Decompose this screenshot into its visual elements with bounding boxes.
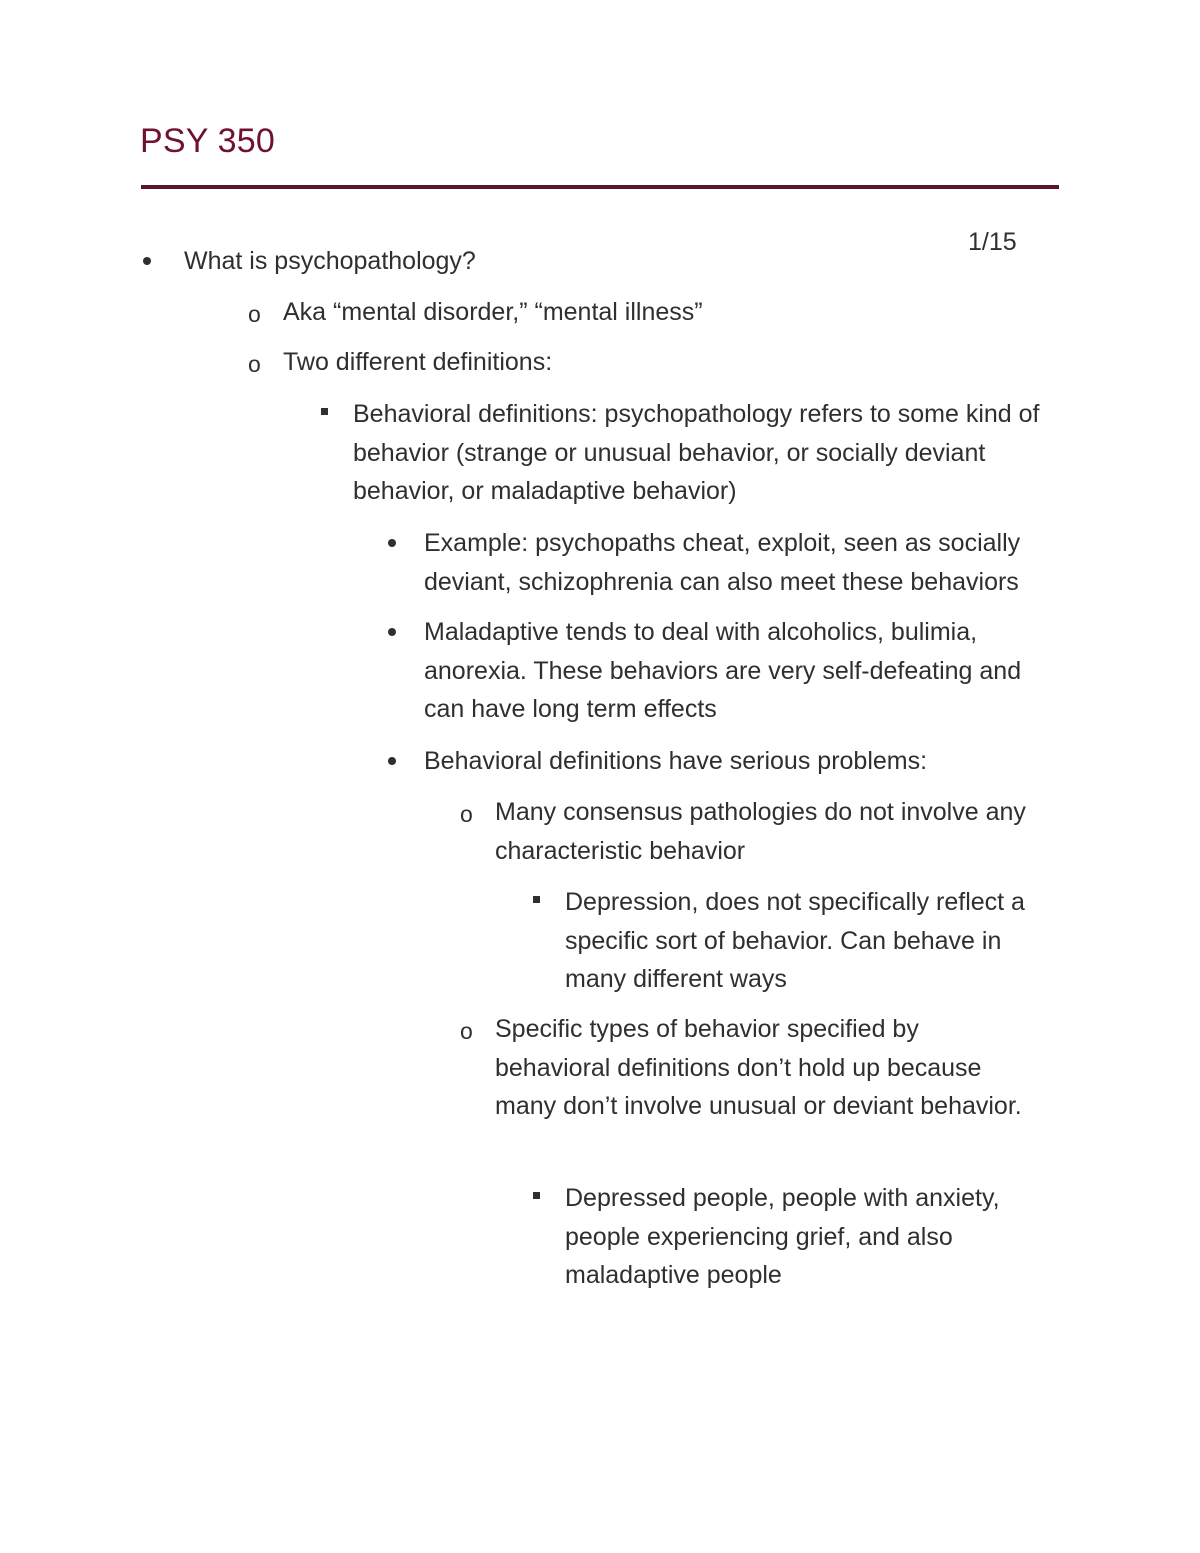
list-item bbox=[184, 242, 944, 281]
bullet-dot-icon bbox=[388, 539, 396, 547]
bullet-dot-icon bbox=[388, 757, 396, 765]
list-item-text: Maladaptive tends to deal with alcoholics, bulimia, anorexia. These behaviors are very self-defeating and can have long term effects bbox=[424, 618, 1022, 723]
list-item bbox=[495, 1010, 1035, 1126]
list-item-text: Depression, does not specifically reflect a specific sort of behavior. Can behave in many different ways bbox=[565, 888, 1025, 993]
list-item bbox=[424, 613, 1064, 729]
bullet-dot-icon bbox=[143, 257, 151, 265]
list-item bbox=[424, 742, 1064, 781]
list-item bbox=[424, 524, 1064, 601]
list-item bbox=[565, 1179, 1045, 1295]
list-item bbox=[283, 293, 1043, 332]
list-item bbox=[565, 883, 1065, 999]
bullet-square-icon bbox=[533, 1192, 540, 1199]
bullet-square-icon bbox=[321, 408, 328, 415]
list-item-text: Specific types of behavior specified by behavioral definitions don’t hold up because many don’t involve unusual or deviant behavior. bbox=[495, 1015, 1022, 1120]
list-item-text: Aka “mental disorder,” “mental illness” bbox=[283, 298, 703, 326]
bullet-circle-icon: o bbox=[248, 351, 261, 377]
list-item bbox=[353, 395, 1043, 511]
list-item bbox=[283, 343, 1043, 382]
list-item-text: Depressed people, people with anxiety, people experiencing grief, and also maladaptive people bbox=[565, 1184, 1000, 1289]
bullet-dot-icon bbox=[388, 628, 396, 636]
list-item-text: Example: psychopaths cheat, exploit, seen as socially deviant, schizophrenia can also meet these behaviors bbox=[424, 529, 1021, 596]
list-item-text: Behavioral definitions: psychopathology refers to some kind of behavior (strange or unusual behavior, or socially deviant behavior, or maladaptive behavior) bbox=[353, 400, 1040, 505]
bullet-circle-icon: o bbox=[460, 1018, 473, 1044]
title-divider bbox=[141, 185, 1059, 189]
bullet-square-icon bbox=[533, 896, 540, 903]
list-item bbox=[495, 793, 1035, 870]
bullet-circle-icon: o bbox=[248, 301, 261, 327]
date-note: 1/15 bbox=[968, 228, 1017, 256]
page-title: PSY 350 bbox=[140, 122, 275, 160]
list-item-text: Two different definitions: bbox=[283, 348, 553, 376]
list-item-text: Behavioral definitions have serious problems: bbox=[424, 747, 928, 775]
list-item-text: Many consensus pathologies do not involve any characteristic behavior bbox=[495, 798, 1026, 865]
list-item-text: What is psychopathology? bbox=[184, 247, 476, 275]
bullet-circle-icon: o bbox=[460, 801, 473, 827]
